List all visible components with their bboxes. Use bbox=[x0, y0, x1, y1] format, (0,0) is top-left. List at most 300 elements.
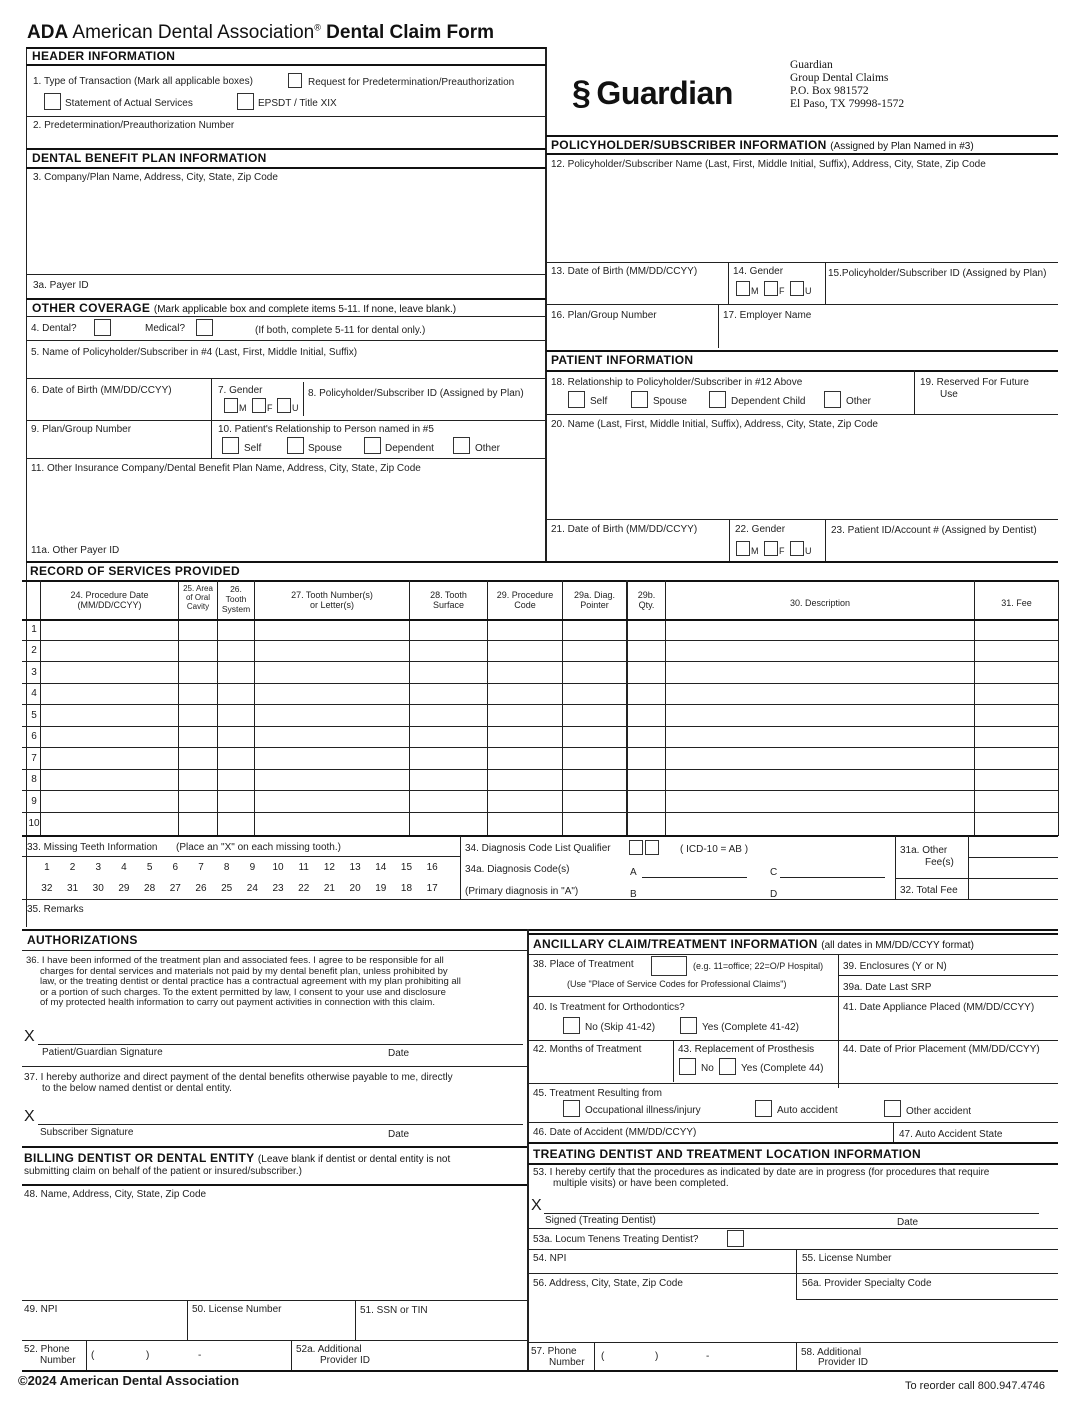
tooth[interactable]: 10 bbox=[272, 862, 284, 873]
col-header-qty: 29b. Qty. bbox=[637, 590, 656, 610]
tooth[interactable]: 18 bbox=[400, 883, 413, 894]
divider bbox=[825, 262, 826, 304]
divider bbox=[893, 1122, 894, 1142]
divider bbox=[187, 1300, 188, 1340]
gender-m-label: M bbox=[239, 403, 247, 413]
occupational-label: Occupational illness/injury bbox=[585, 1105, 701, 1116]
phone-paren: ( bbox=[91, 1350, 95, 1361]
section-treating-dentist: TREATING DENTIST AND TREATMENT LOCATION INFORMATION bbox=[533, 1147, 921, 1161]
item18-label: 18. Relationship to Policyholder/Subscriber in #12 Above bbox=[551, 377, 803, 388]
item35-label: 35. Remarks bbox=[27, 904, 84, 915]
divider bbox=[528, 1163, 1058, 1165]
divider bbox=[22, 1066, 527, 1067]
item50-label: 50. License Number bbox=[192, 1304, 282, 1315]
tooth[interactable]: 21 bbox=[323, 883, 335, 894]
col-header-procedure-date: 24. Procedure Date (MM/DD/CCYY) bbox=[70, 590, 149, 610]
section-note-2: submitting claim on behalf of the patient or insured/subscriber.) bbox=[24, 1166, 302, 1177]
dental-checkbox[interactable] bbox=[94, 319, 111, 336]
item11a-label: 11a. Other Payer ID bbox=[31, 545, 120, 556]
qualifier-box-2[interactable] bbox=[645, 840, 659, 855]
pt-rel-other-label: Other bbox=[846, 396, 872, 407]
pt-rel-dependent-label: Dependent Child bbox=[731, 396, 806, 407]
col-header-procedure-code: 29. Procedure Code bbox=[496, 590, 554, 610]
tooth[interactable]: 24 bbox=[246, 883, 258, 894]
paragraph-line: charges for dental services and materials not paid by my dental benefit plan, unless prohibited by bbox=[40, 965, 448, 977]
tooth[interactable]: 1 bbox=[44, 862, 50, 873]
section-note: (Mark applicable box and complete items 5-11. If none, leave blank.) bbox=[153, 304, 457, 315]
patient-signature-label: Patient/Guardian Signature bbox=[42, 1047, 163, 1058]
gender-m-label: M bbox=[751, 546, 759, 556]
divider bbox=[26, 167, 546, 169]
divider bbox=[594, 1342, 595, 1370]
association-name: American Dental Association bbox=[72, 22, 315, 43]
diag-a-field[interactable] bbox=[642, 877, 747, 878]
predetermination-number-field[interactable] bbox=[33, 132, 538, 146]
address-line: Group Dental Claims bbox=[790, 72, 889, 84]
tooth[interactable]: 30 bbox=[92, 883, 104, 894]
upper-teeth-row[interactable] bbox=[34, 862, 445, 873]
locum-tenens-checkbox[interactable] bbox=[727, 1230, 744, 1247]
item33-label: 33. Missing Teeth Information bbox=[27, 842, 158, 853]
section-note: (Leave blank if dentist or dental entity is not bbox=[257, 1154, 451, 1165]
other-insurance-field[interactable] bbox=[31, 476, 539, 536]
tooth[interactable]: 4 bbox=[121, 862, 127, 873]
pt-rel-self-checkbox[interactable] bbox=[568, 391, 585, 408]
item32-label: 32. Total Fee bbox=[900, 885, 958, 896]
tooth[interactable]: 19 bbox=[375, 883, 387, 894]
gender-f-label: F bbox=[267, 403, 273, 413]
item43-label: 43. Replacement of Prosthesis bbox=[678, 1044, 815, 1055]
item31a-label: 31a. Other bbox=[900, 845, 948, 856]
item57-label: 57. Phone bbox=[531, 1346, 577, 1357]
prosthesis-no-label: No bbox=[701, 1063, 714, 1074]
section-title: POLICYHOLDER/SUBSCRIBER INFORMATION bbox=[551, 138, 827, 152]
ortho-yes-checkbox[interactable] bbox=[680, 1017, 697, 1034]
item38-label: 38. Place of Treatment bbox=[533, 959, 634, 970]
divider bbox=[26, 420, 546, 421]
item46-label: 46. Date of Accident (MM/DD/CCYY) bbox=[533, 1127, 697, 1138]
tooth[interactable]: 27 bbox=[169, 883, 181, 894]
section-patient: PATIENT INFORMATION bbox=[551, 353, 694, 367]
paragraph-line: or a portion of such charges. To the extent permitted by law, I consent to your use and disclosure bbox=[40, 986, 446, 998]
item10-label: 10. Patient's Relationship to Person named in #5 bbox=[218, 424, 434, 435]
tooth[interactable]: 31 bbox=[66, 883, 79, 894]
treating-dentist-signature-label: Signed (Treating Dentist) bbox=[545, 1215, 656, 1226]
divider bbox=[528, 1273, 1058, 1274]
divider bbox=[355, 1300, 356, 1340]
gender-u-label: U bbox=[292, 403, 299, 413]
qualifier-box-1[interactable] bbox=[629, 840, 643, 855]
col-header-area: 25. Area of Oral Cavity bbox=[183, 584, 213, 611]
tooth[interactable]: 20 bbox=[349, 883, 361, 894]
divider bbox=[718, 304, 719, 348]
item56-label: 56. Address, City, State, Zip Code bbox=[533, 1278, 683, 1289]
item56a-label: 56a. Provider Specialty Code bbox=[802, 1278, 932, 1289]
row-number: 4 bbox=[31, 688, 37, 699]
paragraph-line: to the below named dentist or dental entity. bbox=[42, 1083, 232, 1094]
divider bbox=[26, 561, 1058, 563]
rel-other-checkbox[interactable] bbox=[453, 437, 470, 454]
item52a-label: 52a. Additional bbox=[296, 1344, 362, 1355]
company-plan-field[interactable] bbox=[33, 185, 538, 270]
payer-address bbox=[790, 59, 904, 111]
item16-label: 16. Plan/Group Number bbox=[551, 310, 657, 321]
divider bbox=[22, 929, 1058, 931]
epsdt-checkbox[interactable] bbox=[237, 93, 254, 110]
item4-note: (If both, complete 5-11 for dental only.) bbox=[255, 325, 426, 336]
services-table-body[interactable] bbox=[41, 620, 1057, 835]
paragraph-line: 36. I have been informed of the treatment plan and associated fees. I agree to be responsible for all bbox=[26, 955, 444, 966]
divider bbox=[729, 519, 730, 561]
divider bbox=[895, 878, 1058, 879]
divider bbox=[825, 519, 826, 561]
divider bbox=[26, 378, 546, 379]
epsdt-label: EPSDT / Title XIX bbox=[258, 98, 337, 109]
divider bbox=[796, 1249, 797, 1299]
item15-label: 15.Policyholder/Subscriber ID (Assigned by Plan) bbox=[828, 268, 1047, 279]
item7-label: 7. Gender bbox=[218, 385, 263, 396]
tooth[interactable]: 17 bbox=[426, 883, 438, 894]
rel-dependent-label: Dependent bbox=[385, 443, 434, 454]
phone-paren: ) bbox=[655, 1351, 659, 1362]
divider bbox=[22, 899, 1058, 900]
divider bbox=[968, 857, 1058, 858]
item14-label: 14. Gender bbox=[733, 266, 784, 277]
phone-paren: ( bbox=[601, 1351, 605, 1362]
item40-label: 40. Is Treatment for Orthodontics? bbox=[533, 1002, 685, 1013]
tooth[interactable]: 28 bbox=[144, 883, 156, 894]
divider bbox=[26, 316, 546, 317]
diag-c-label: C bbox=[770, 867, 778, 878]
item1-label: 1. Type of Transaction (Mark all applicable boxes) bbox=[33, 76, 253, 87]
divider bbox=[546, 135, 1058, 137]
item4-medical-label: Medical? bbox=[145, 323, 186, 334]
divider bbox=[546, 414, 1058, 415]
pt-rel-other-checkbox[interactable] bbox=[824, 391, 841, 408]
divider bbox=[26, 148, 546, 150]
item47-label: 47. Auto Accident State bbox=[899, 1129, 1003, 1140]
paragraph-line: law, or the treating dentist or dental practice has a contractual agreement with my plan prohibiting all bbox=[40, 976, 461, 987]
item34-note: ( ICD-10 = AB ) bbox=[680, 844, 749, 855]
divider bbox=[22, 1300, 527, 1301]
signature-x-mark: X bbox=[24, 1108, 35, 1125]
diag-a-label: A bbox=[630, 867, 637, 878]
col-header-tooth-system: 26. Tooth System bbox=[221, 584, 251, 614]
pt-rel-spouse-checkbox[interactable] bbox=[631, 391, 648, 408]
item3a-label: 3a. Payer ID bbox=[33, 280, 89, 291]
gender-f-label: F bbox=[779, 546, 785, 556]
section-other-coverage bbox=[32, 301, 456, 315]
auto-accident-label: Auto accident bbox=[777, 1105, 838, 1116]
item53-text bbox=[533, 1167, 989, 1189]
tooth[interactable]: 9 bbox=[249, 862, 256, 873]
ph-gender-m-checkbox[interactable] bbox=[736, 281, 750, 296]
gender-f-label: F bbox=[779, 286, 785, 296]
divider bbox=[528, 933, 1058, 935]
section-title: OTHER COVERAGE bbox=[32, 301, 151, 315]
treating-address-field[interactable] bbox=[533, 1291, 791, 1339]
ortho-yes-label: Yes (Complete 41-42) bbox=[702, 1022, 799, 1033]
form-name: Dental Claim Form bbox=[326, 22, 495, 43]
divider bbox=[211, 378, 212, 420]
policyholder-name-field[interactable] bbox=[551, 172, 1051, 256]
divider bbox=[291, 1340, 292, 1370]
prosthesis-no-checkbox[interactable] bbox=[679, 1058, 696, 1075]
row-number: 5 bbox=[31, 710, 37, 721]
divider bbox=[546, 350, 1058, 352]
item36-text bbox=[26, 956, 461, 1009]
diag-c-field[interactable] bbox=[780, 877, 885, 878]
phone-paren: ) bbox=[146, 1350, 150, 1361]
col-line bbox=[1058, 580, 1059, 836]
divider bbox=[546, 370, 1058, 372]
pt-rel-self-label: Self bbox=[590, 396, 608, 407]
col-header-fee: 31. Fee bbox=[1001, 598, 1032, 608]
patient-signature-line[interactable] bbox=[38, 1044, 523, 1045]
phone-dash: - bbox=[198, 1350, 202, 1361]
tooth[interactable]: 14 bbox=[375, 862, 387, 873]
address-line: Guardian bbox=[790, 59, 833, 71]
date-label: Date bbox=[388, 1048, 410, 1059]
divider bbox=[528, 1342, 1058, 1343]
divider bbox=[914, 370, 915, 414]
item52a-label-2: Provider ID bbox=[320, 1355, 371, 1366]
rel-spouse-checkbox[interactable] bbox=[287, 437, 304, 454]
gender-f-checkbox[interactable] bbox=[252, 398, 266, 413]
tooth[interactable]: 5 bbox=[146, 862, 153, 873]
col-header-tooth-surface: 28. Tooth Surface bbox=[430, 590, 467, 610]
divider bbox=[26, 274, 546, 275]
item38-note-2: (Use "Place of Service Codes for Professional Claims") bbox=[567, 979, 787, 989]
divider bbox=[528, 1040, 1058, 1041]
tooth[interactable]: 25 bbox=[221, 883, 233, 894]
pt-rel-dependent-checkbox[interactable] bbox=[709, 391, 726, 408]
billing-name-field[interactable] bbox=[24, 1202, 522, 1294]
tooth[interactable]: 15 bbox=[400, 862, 413, 873]
row-number: 10 bbox=[28, 818, 40, 829]
diag-d-label: D bbox=[770, 889, 778, 900]
actual-services-checkbox[interactable] bbox=[44, 93, 61, 110]
divider bbox=[22, 1146, 527, 1148]
divider bbox=[796, 1342, 797, 1370]
section-policyholder bbox=[551, 138, 974, 152]
gender-u-checkbox[interactable] bbox=[277, 398, 291, 413]
item19-label: 19. Reserved For Future bbox=[920, 377, 1029, 388]
ph-gender-f-checkbox[interactable] bbox=[764, 281, 778, 296]
divider bbox=[22, 1184, 527, 1186]
item45-label: 45. Treatment Resulting from bbox=[533, 1088, 662, 1099]
signature-x-mark: X bbox=[531, 1197, 542, 1214]
rel-dependent-checkbox[interactable] bbox=[364, 437, 381, 454]
item42-label: 42. Months of Treatment bbox=[533, 1044, 642, 1055]
row-number: 7 bbox=[31, 753, 37, 764]
registered-mark: ® bbox=[314, 22, 321, 33]
tooth[interactable]: 32 bbox=[41, 883, 53, 894]
other-accident-checkbox[interactable] bbox=[884, 1100, 901, 1117]
item21-label: 21. Date of Birth (MM/DD/CCYY) bbox=[551, 524, 698, 535]
other-accident-label: Other accident bbox=[906, 1106, 972, 1117]
divider bbox=[22, 1370, 1058, 1372]
item33-note: (Place an "X" on each missing tooth.) bbox=[176, 842, 341, 853]
other-subscriber-name-field[interactable] bbox=[31, 360, 539, 376]
item5-label: 5. Name of Policyholder/Subscriber in #4 (Last, First, Middle Initial, Suffix) bbox=[31, 347, 358, 358]
divider bbox=[528, 996, 1058, 997]
occupational-checkbox[interactable] bbox=[563, 1100, 580, 1117]
tooth[interactable]: 12 bbox=[323, 862, 335, 873]
paragraph-line: 53. I hereby certify that the procedures as indicated by date are in progress (for procedures that require bbox=[533, 1167, 990, 1178]
remarks-field[interactable] bbox=[90, 902, 1050, 924]
ortho-no-label: No (Skip 41-42) bbox=[585, 1022, 656, 1033]
item12-label: 12. Policyholder/Subscriber Name (Last, First, Middle Initial, Suffix), Address, City, State, Zip Code bbox=[551, 159, 986, 170]
item34a-label: 34a. Diagnosis Code(s) bbox=[465, 864, 570, 875]
item48-label: 48. Name, Address, City, State, Zip Code bbox=[24, 1189, 207, 1200]
item58-label-2: Provider ID bbox=[818, 1357, 869, 1368]
item22-label: 22. Gender bbox=[735, 524, 786, 535]
item52-label-2: Number bbox=[40, 1355, 76, 1366]
billing-phone-field[interactable] bbox=[88, 1342, 288, 1368]
item39-label: 39. Enclosures (Y or N) bbox=[843, 961, 947, 972]
paragraph-line: of my protected health information to carry out payment activities in connection with this claim. bbox=[40, 997, 435, 1008]
address-line: P.O. Box 981572 bbox=[790, 85, 869, 97]
guardian-mark-icon: § bbox=[572, 74, 591, 112]
divider bbox=[22, 856, 460, 857]
diag-b-field[interactable] bbox=[642, 899, 747, 900]
tooth[interactable]: 2 bbox=[69, 862, 76, 873]
item17-label: 17. Employer Name bbox=[723, 310, 812, 321]
divider bbox=[546, 153, 1058, 155]
place-of-treatment-field[interactable] bbox=[651, 956, 687, 976]
dentist-signature-line[interactable] bbox=[544, 1213, 1039, 1214]
divider bbox=[26, 458, 546, 459]
ph-gender-u-checkbox[interactable] bbox=[790, 281, 804, 296]
item20-label: 20. Name (Last, First, Middle Initial, Suffix), Address, City, State, Zip Code bbox=[551, 419, 878, 430]
row-number: 3 bbox=[31, 667, 37, 678]
treating-phone-field[interactable] bbox=[596, 1344, 792, 1368]
section-title: ANCILLARY CLAIM/TREATMENT INFORMATION bbox=[533, 937, 818, 951]
divider bbox=[838, 975, 1058, 976]
item34a-note: (Primary diagnosis in "A") bbox=[465, 886, 579, 897]
section-authorizations: AUTHORIZATIONS bbox=[27, 933, 138, 947]
signature-x-mark: X bbox=[24, 1028, 35, 1045]
section-title: BILLING DENTIST OR DENTAL ENTITY bbox=[24, 1151, 255, 1165]
pt-gender-f-checkbox[interactable] bbox=[764, 541, 778, 556]
divider bbox=[546, 519, 1058, 520]
section-ancillary bbox=[533, 937, 974, 951]
date-label: Date bbox=[897, 1217, 919, 1228]
predetermination-label: Request for Predetermination/Preauthorization bbox=[308, 77, 515, 88]
tooth[interactable]: 6 bbox=[172, 862, 179, 873]
lower-teeth-row[interactable] bbox=[34, 883, 445, 894]
pt-gender-u-checkbox[interactable] bbox=[790, 541, 804, 556]
divider bbox=[546, 262, 1058, 263]
item57-label-2: Number bbox=[549, 1357, 585, 1368]
tooth[interactable]: 22 bbox=[298, 883, 310, 894]
section-dental-benefit-plan: DENTAL BENEFIT PLAN INFORMATION bbox=[32, 151, 267, 165]
divider bbox=[26, 340, 546, 341]
tooth[interactable]: 8 bbox=[223, 862, 230, 873]
subscriber-signature-label: Subscriber Signature bbox=[40, 1127, 134, 1138]
item19-label-2: Use bbox=[940, 389, 958, 400]
item37-text bbox=[24, 1072, 453, 1094]
medical-checkbox[interactable] bbox=[196, 319, 213, 336]
rel-self-checkbox[interactable] bbox=[222, 437, 239, 454]
row-number: 1 bbox=[31, 624, 37, 635]
diag-d-field[interactable] bbox=[780, 899, 885, 900]
tooth[interactable]: 23 bbox=[272, 883, 284, 894]
section-note: (Assigned by Plan Named in #3) bbox=[830, 141, 974, 152]
patient-name-field[interactable] bbox=[551, 432, 1051, 516]
divider bbox=[528, 954, 1058, 955]
divider bbox=[303, 382, 304, 416]
row-number: 6 bbox=[31, 731, 37, 742]
actual-services-label: Statement of Actual Services bbox=[65, 98, 193, 109]
item44-label: 44. Date of Prior Placement (MM/DD/CCYY) bbox=[843, 1044, 1040, 1055]
divider bbox=[86, 1340, 87, 1370]
subscriber-signature-line[interactable] bbox=[38, 1124, 523, 1125]
pt-gender-m-checkbox[interactable] bbox=[736, 541, 750, 556]
item38-note: (e.g. 11=office; 22=O/P Hospital) bbox=[693, 961, 824, 971]
row-number: 9 bbox=[31, 796, 37, 807]
date-label: Date bbox=[388, 1129, 410, 1140]
form-title bbox=[27, 22, 494, 44]
ortho-no-checkbox[interactable] bbox=[563, 1017, 580, 1034]
ada-logo-text: ADA bbox=[27, 22, 69, 43]
left-border bbox=[26, 47, 27, 927]
item2-label: 2. Predetermination/Preauthorization Number bbox=[33, 120, 235, 131]
divider bbox=[528, 1228, 1058, 1229]
guardian-logo-text: Guardian bbox=[596, 75, 733, 111]
item49-label: 49. NPI bbox=[24, 1304, 58, 1315]
phone-dash: - bbox=[706, 1351, 710, 1362]
address-line: El Paso, TX 79998-1572 bbox=[790, 98, 905, 110]
diag-b-label: B bbox=[630, 889, 637, 900]
section-billing-dentist bbox=[24, 1151, 450, 1165]
rel-spouse-label: Spouse bbox=[308, 443, 342, 454]
payer-id-field[interactable] bbox=[100, 276, 540, 296]
tooth[interactable]: 16 bbox=[426, 862, 438, 873]
tooth[interactable]: 3 bbox=[95, 862, 101, 873]
divider bbox=[460, 836, 461, 900]
col-header-tooth-number: 27. Tooth Number(s) or Letter(s) bbox=[291, 590, 373, 610]
item53a-label: 53a. Locum Tenens Treating Dentist? bbox=[533, 1234, 699, 1245]
tooth[interactable]: 29 bbox=[118, 883, 130, 894]
copyright-text: ©2024 American Dental Association bbox=[18, 1373, 240, 1388]
tooth[interactable]: 13 bbox=[349, 862, 361, 873]
divider bbox=[26, 116, 546, 117]
item13-label: 13. Date of Birth (MM/DD/CCYY) bbox=[551, 266, 698, 277]
tooth[interactable]: 7 bbox=[198, 862, 204, 873]
gender-m-checkbox[interactable] bbox=[224, 398, 238, 413]
divider bbox=[26, 64, 546, 66]
item11-label: 11. Other Insurance Company/Dental Benefit Plan Name, Address, City, State, Zip Code bbox=[31, 463, 421, 474]
divider bbox=[528, 1142, 1058, 1144]
predetermination-checkbox[interactable] bbox=[288, 73, 302, 88]
divider bbox=[895, 836, 896, 900]
tooth[interactable]: 26 bbox=[195, 883, 207, 894]
rel-self-label: Self bbox=[244, 443, 262, 454]
item8-label: 8. Policyholder/Subscriber ID (Assigned by Plan) bbox=[308, 388, 524, 399]
pt-rel-spouse-label: Spouse bbox=[653, 396, 687, 407]
tooth[interactable]: 11 bbox=[298, 862, 309, 873]
divider bbox=[22, 950, 527, 951]
paragraph-line: 37. I hereby authorize and direct payment of the dental benefits otherwise payable to me, directly bbox=[24, 1072, 453, 1083]
prosthesis-yes-checkbox[interactable] bbox=[719, 1058, 736, 1075]
auto-accident-checkbox[interactable] bbox=[755, 1100, 772, 1117]
item23-label: 23. Patient ID/Account # (Assigned by Dentist) bbox=[831, 525, 1037, 536]
divider bbox=[728, 262, 729, 304]
divider bbox=[22, 835, 1058, 837]
gender-m-label: M bbox=[751, 286, 759, 296]
